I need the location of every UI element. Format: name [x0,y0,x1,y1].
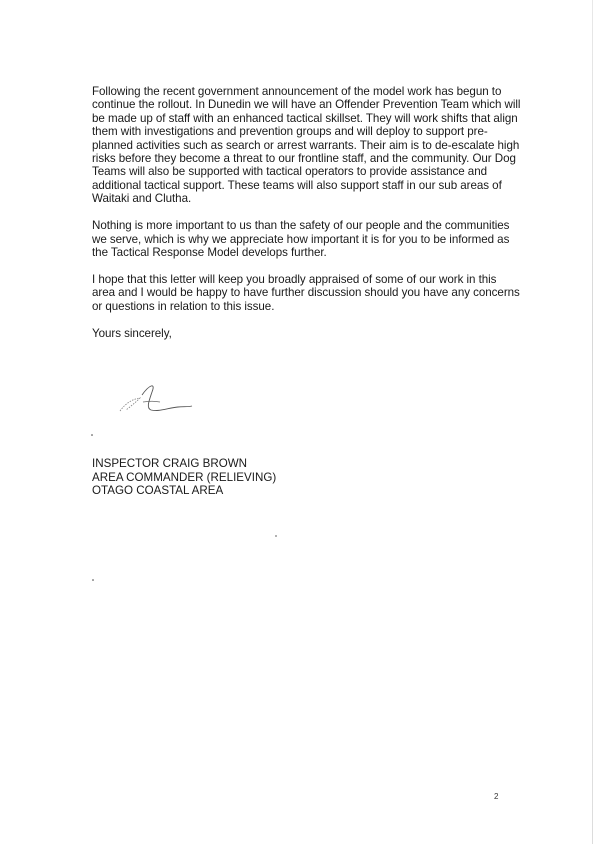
paragraph-safety: Nothing is more important to us than the safety of our people and the communities we serve, which is why we appreciate how important it is for you to be informed as the Tactical Response Model develops further. [92,219,510,260]
letter-body [92,85,522,340]
signatory-area: OTAGO COASTAL AREA [92,484,224,498]
scan-speck [275,535,277,537]
page-number: 2 [494,792,499,801]
paragraph-appraisal: I hope that this letter will keep you broadly appraised of some of our work in this area and I would be happy to have further discussion should you have any concerns or questions in relation to this issue. [92,273,520,313]
signatory-name: INSPECTOR CRAIG BROWN [92,457,248,470]
signatory-role: AREA COMMANDER (RELIEVING) [92,470,277,484]
handwritten-signature [116,380,198,416]
closing-salutation: Yours sincerely, [92,326,172,340]
scan-edge-line [592,0,593,844]
paragraph-rollout: Following the recent government announcement of the model work has begun to continue the rollout. In Dunedin we will have an Offender Prevention Team which will be made up of staff with an enhanced tactical skillset. They will work shifts that align them with investigations and prevention groups and will deploy to support pre-planned activities such as search or arrest warrants. Their aim is to de-escalate high risks before they become a threat to our frontline staff, and the community. Our Dog Teams will also be supported with tactical operators to provide assistance and additional tactical support. These teams will also support staff in our sub areas of Waitaki and Clutha. [92,85,521,206]
signature-block [92,457,276,498]
scan-speck [91,434,93,436]
scan-speck [92,579,94,581]
